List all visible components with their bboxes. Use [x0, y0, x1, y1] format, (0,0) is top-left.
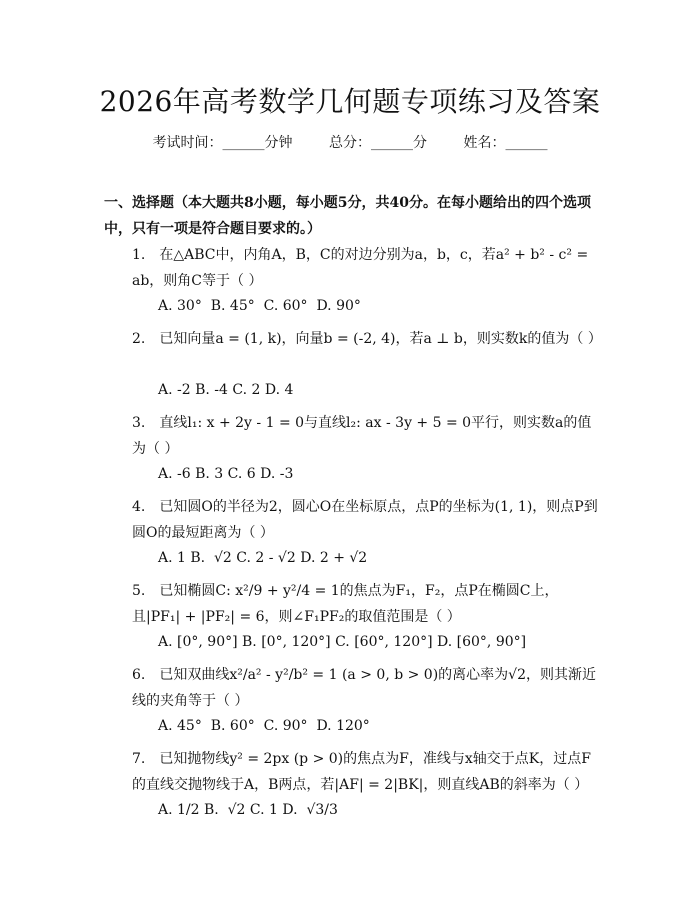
- question-options: A. 1 B. √2 C. 2 - √2 D. 2 + √2: [158, 550, 368, 566]
- question-6: [104, 662, 600, 714]
- question-options: A. [0°, 90°] B. [0°, 120°] C. [60°, 120°] D. [60°, 90°]: [158, 634, 527, 650]
- question-stem: 2. 已知向量a = (1, k)，向量b = (-2, 4)，若a ⊥ b，则实数k的值为（ ）: [132, 331, 602, 347]
- question-stem: 5. 已知椭圆C: x²/9 + y²/4 = 1的焦点为F₁，F₂，点P在椭圆C上，且|PF₁| + |PF₂| = 6，则∠F₁PF₂的取值范围是（ ）: [132, 583, 559, 625]
- question-stem: 3. 直线l₁: x + 2y - 1 = 0与直线l₂: ax - 3y + 5 = 0平行，则实数a的值为（ ）: [132, 415, 592, 457]
- question-stem: 4. 已知圆O的半径为2，圆心O在坐标原点，点P的坐标为(1, 1)，则点P到圆O的最短距离为（ ）: [132, 499, 598, 541]
- question-options: A. -2 B. -4 C. 2 D. 4: [158, 382, 294, 398]
- page-title: 2026年高考数学几何题专项练习及答案: [99, 85, 601, 118]
- section-header: 一、选择题（本大题共8小题，每小题5分，共40分。在每小题给出的四个选项中，只有一项是符合题目要求的。）: [104, 195, 591, 237]
- question-2: [104, 326, 600, 352]
- question-7: [104, 746, 600, 798]
- question-stem: 6. 已知双曲线x²/a² - y²/b² = 1 (a > 0, b > 0)的离心率为√2，则其渐近线的夹角等于（ ）: [132, 667, 597, 709]
- question-4: [104, 494, 600, 546]
- question-stem: 1. 在△ABC中，内角A，B，C的对边分别为a，b，c，若a² + b² - c² = ab，则角C等于（ ）: [132, 247, 589, 289]
- exam-info-line: [0, 132, 700, 152]
- question-5: [104, 578, 600, 630]
- question-options: A. -6 B. 3 C. 6 D. -3: [158, 466, 294, 482]
- question-options: A. 30° B. 45° C. 60° D. 90°: [158, 298, 361, 314]
- question-3: [104, 410, 600, 462]
- question-options: A. 45° B. 60° C. 90° D. 120°: [158, 718, 370, 734]
- question-options: A. 1/2 B. √2 C. 1 D. √3/3: [158, 802, 338, 818]
- exam-time-field: 考试时间：______分钟: [152, 135, 293, 151]
- question-stem: 7. 已知抛物线y² = 2px (p > 0)的焦点为F，准线与x轴交于点K，过点F的直线交抛物线于A，B两点，若|AF| = 2|BK|，则直线AB的斜率为（ ）: [132, 751, 591, 793]
- question-1: [104, 242, 600, 294]
- total-score-field: 总分：______分: [329, 135, 427, 151]
- name-field: 姓名：______: [463, 135, 548, 151]
